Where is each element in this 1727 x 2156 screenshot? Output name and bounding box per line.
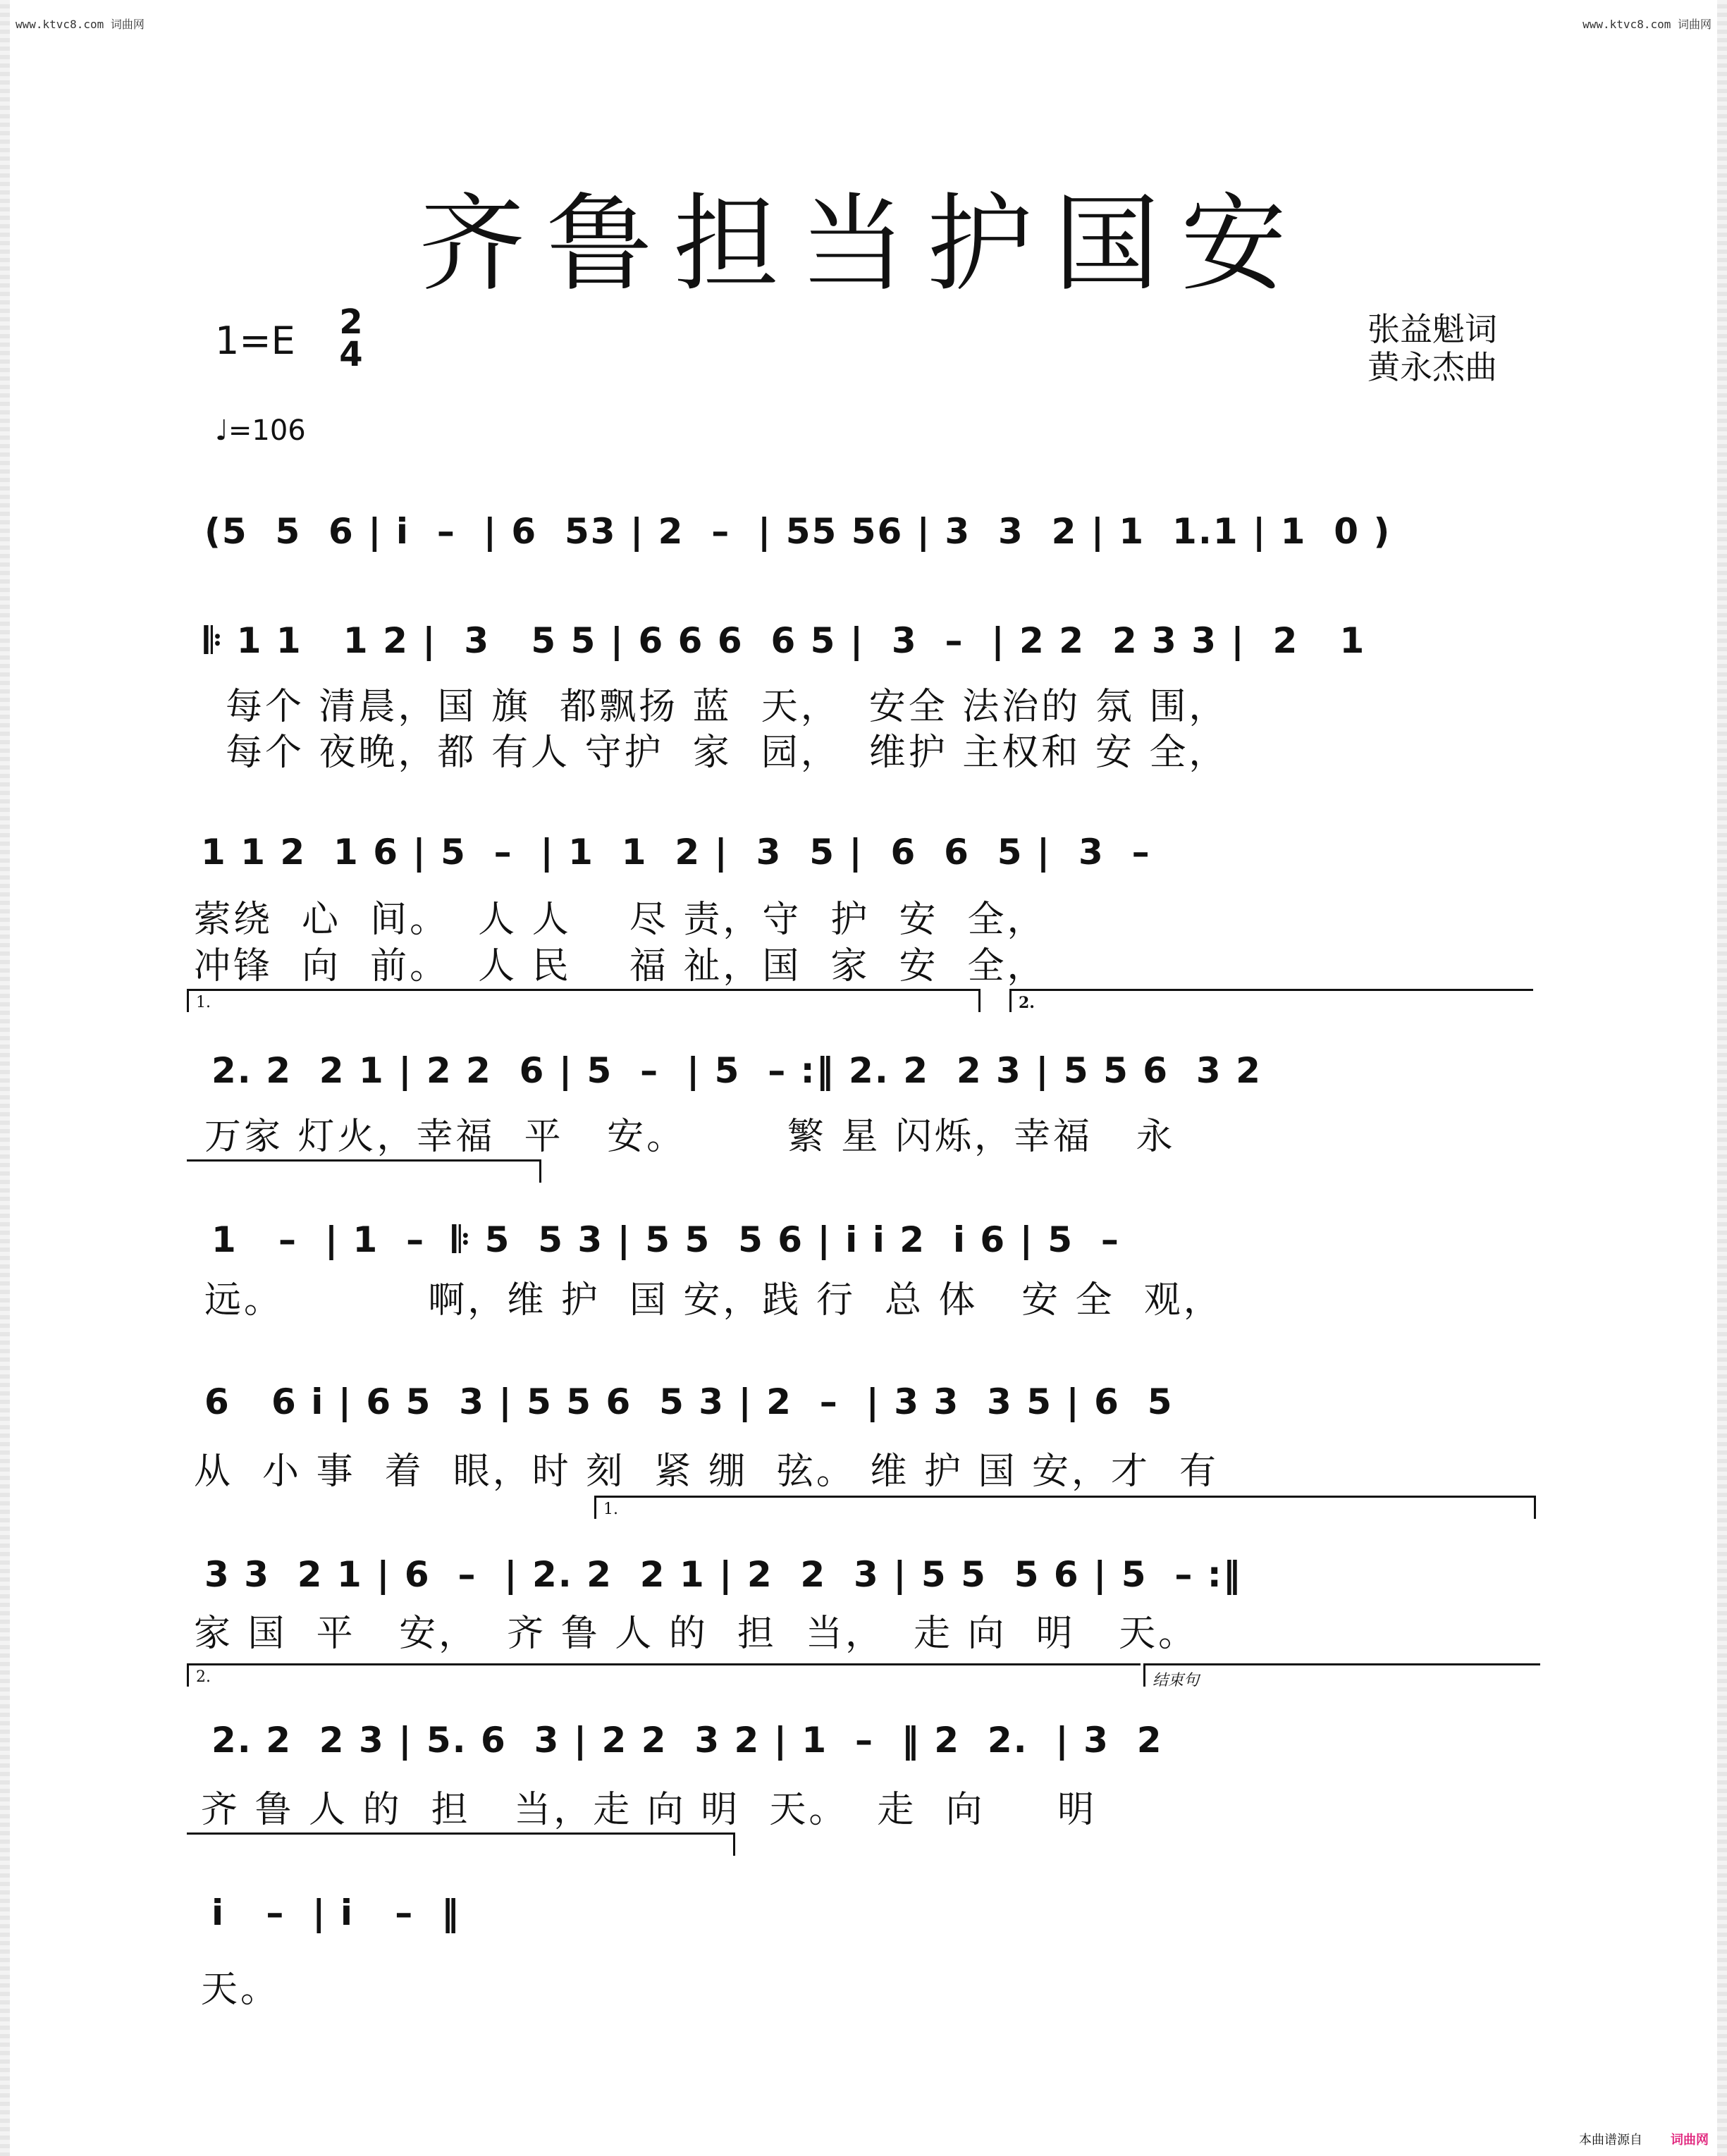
page-title: 齐鲁担当护国安 (419, 183, 1308, 306)
verse-notes-1: 𝄆 1 1 1 2 | 3 5 5 | 6 6 6 6 5 | 3 – | 2 2 2 3 3 | 2 1 (204, 620, 1366, 661)
watermark-right: www.ktvc8.com 词曲网 (1582, 18, 1711, 31)
key-signature: 1=E (215, 319, 295, 363)
left-border (0, 0, 10, 2156)
volta-label: 2. (1019, 994, 1035, 1012)
ending-bracket (1143, 1663, 1540, 1687)
watermark-left: www.ktvc8.com 词曲网 (16, 18, 145, 31)
volta-label: 1. (196, 994, 211, 1011)
time-sig-top: 2 (339, 302, 363, 342)
lyricist: 张益魁词 (1368, 310, 1497, 348)
lyric-line: 远。 啊，维 护 国 安，践 行 总 体 安 全 观， (204, 1279, 1223, 1322)
lyric-line: 每个 清晨，国 旗 都飘扬 蓝 天， 安全 法治的 氛 围， (226, 686, 1229, 728)
volta-bracket-2b (187, 1663, 1141, 1687)
chorus-notes-3: 3 3 2 1 | 6 – | 2. 2 2 1 | 2 2 3 | 5 5 5 6 | 5 – :‖ (204, 1554, 1242, 1595)
lyric-line: 家 国 平 安， 齐 鲁 人 的 担 当， 走 向 明 天。 (194, 1613, 1198, 1655)
time-sig-bottom: 4 (339, 335, 363, 374)
credits (1368, 310, 1497, 386)
verse-notes-2: 1 1 2 1 6 | 5 – | 1 1 2 | 3 5 | 6 6 5 | 3 – (201, 832, 1151, 873)
lyric-line: 冲锋 向 前。 人 民 福 祉，国 家 安 全， (194, 945, 1047, 987)
right-border (1717, 0, 1727, 2156)
lyric-line: 齐 鲁 人 的 担 当，走 向 明 天。 走 向 明 (201, 1789, 1098, 1831)
volta-bracket-2 (1009, 989, 1533, 1012)
final-notes-1: 2. 2 2 3 | 5. 6 3 | 2 2 3 2 | 1 – ‖ 2 2. | 3 2 (211, 1720, 1163, 1761)
volta-bracket-1 (187, 989, 981, 1012)
volta-bracket-2b-continued (187, 1832, 735, 1856)
composer: 黄永杰曲 (1368, 348, 1497, 386)
lyric-line: 从 小 事 着 眼，时 刻 紧 绷 弦。 维 护 国 安，才 有 (194, 1450, 1219, 1493)
chorus-notes-1: 1 – | 1 – 𝄆 5 5 3 | 5 5 5 6 | i i 2 i 6 | 5 – (211, 1219, 1120, 1260)
lyric-line: 萦绕 心 间。 人 人 尽 责，守 护 安 全， (194, 899, 1047, 941)
final-notes-2: i – | i – ‖ (211, 1892, 461, 1933)
volta-bracket-1b (594, 1496, 1536, 1519)
footer-site-logo: 词曲网 (1671, 2133, 1709, 2148)
lyric-line: 天。 (201, 1969, 281, 2011)
lyric-line: 万家 灯火，幸福 平 安。 繁 星 闪烁，幸福 永 (204, 1116, 1176, 1158)
lyric-line: 每个 夜晚，都 有人 守护 家 园， 维护 主权和 安 全， (226, 732, 1229, 774)
volta-bracket-2-continued (187, 1159, 541, 1183)
volta-label: 2. (196, 1668, 211, 1686)
tempo-marking: ♩=106 (215, 414, 306, 447)
chorus-notes-2: 6 6 i | 6 5 3 | 5 5 6 5 3 | 2 – | 3 3 3 5 | 6 5 (204, 1381, 1174, 1422)
volta-label: 1. (603, 1501, 618, 1518)
ending-label: 结束句 (1153, 1672, 1200, 1689)
intro-notes: (5 5 6 | i – | 6 53 | 2 – | 55 56 | 3 3 2 | 1 1.1 | 1 0 ) (204, 511, 1391, 552)
footer-source: 本曲谱源自 (1579, 2133, 1642, 2148)
verse-notes-3: 2. 2 2 1 | 2 2 6 | 5 – | 5 – :‖ 2. 2 2 3 | 5 5 6 3 2 (211, 1050, 1262, 1091)
time-signature (337, 302, 365, 374)
